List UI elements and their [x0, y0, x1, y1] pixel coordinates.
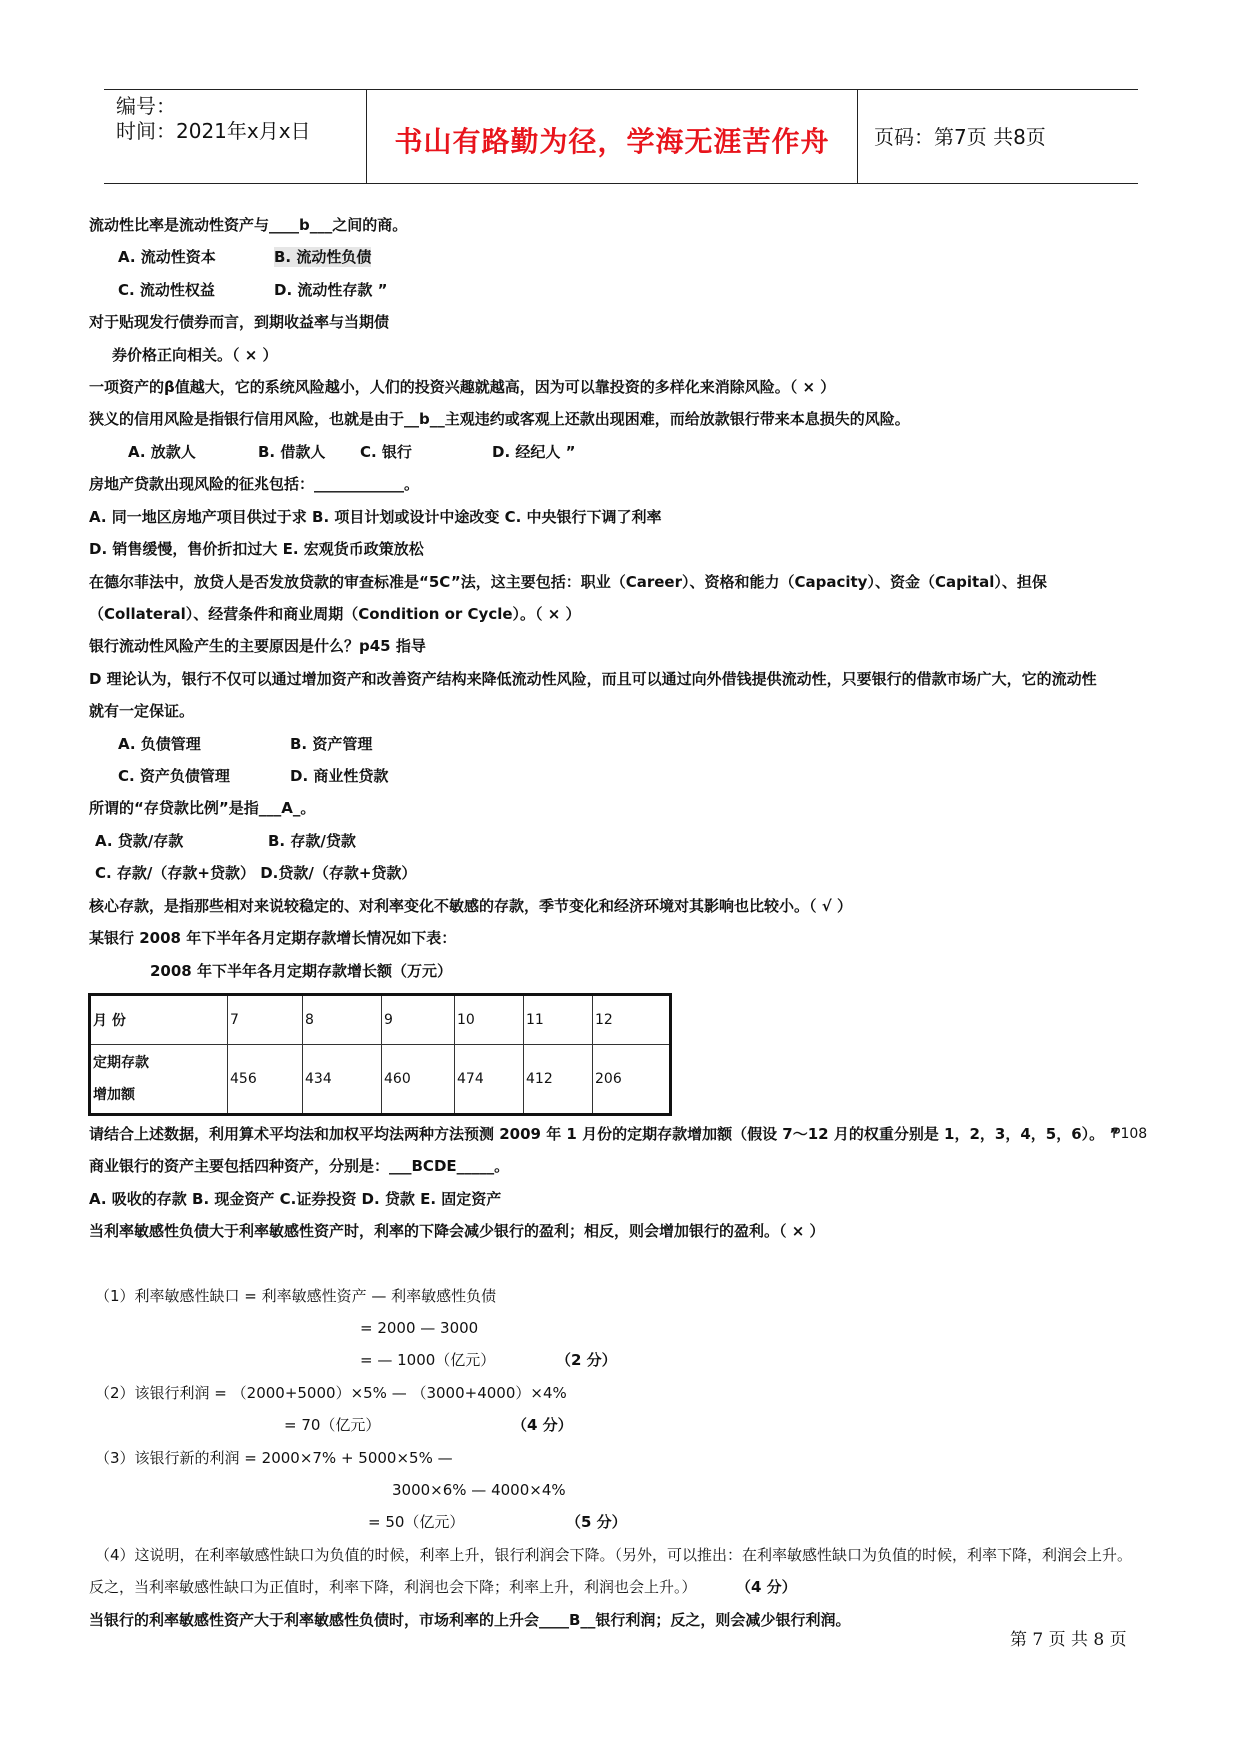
- options-line: D. 销售缓慢，售价折扣过大 E. 宏观货币政策放松: [89, 540, 424, 558]
- score: （4 分）: [736, 1578, 797, 1596]
- option: D. 商业性贷款: [290, 767, 389, 785]
- calc-line: （1）利率敏感性缺口 = 利率敏感性资产 — 利率敏感性负债: [95, 1287, 497, 1305]
- question-loan-deposit-ratio: 所谓的“存贷款比例”是指___A_。: [89, 799, 316, 817]
- option: C. 银行: [360, 443, 412, 461]
- question-liability-mgmt-cont: 就有一定保证。: [89, 702, 195, 720]
- header-left-cell: [104, 90, 367, 183]
- option: A. 负债管理: [118, 735, 201, 753]
- motto: 书山有路勤为径，学海无涯苦作舟: [394, 125, 830, 158]
- table-header-cell: [90, 1045, 228, 1115]
- page-footer: 第 7 页 共 8 页: [1010, 1630, 1127, 1650]
- time-label: 时间：2021年x月x日: [116, 119, 311, 143]
- table-cell: 434: [303, 1045, 382, 1115]
- calc-line: 反之，当利率敏感性缺口为正值时，利率下降，利润也会下降；利率上升，利润也会上升。）: [89, 1578, 697, 1596]
- calc-line: = 70（亿元）: [284, 1416, 381, 1434]
- option: A. 流动性资本: [118, 248, 216, 266]
- page-ref: P108: [1112, 1126, 1148, 1142]
- question-liquidity-cause: 银行流动性风险产生的主要原因是什么？p45 指导: [89, 637, 426, 655]
- table-cell: 474: [455, 1045, 524, 1115]
- option: D. 流动性存款 ”: [274, 281, 388, 299]
- option: A. 放款人: [128, 443, 196, 461]
- question-bond-cont: 券价格正向相关。（ × ）: [112, 346, 278, 364]
- table-cell: 10: [455, 995, 524, 1045]
- question-real-estate: 房地产贷款出现风险的征兆包括：____________。: [89, 475, 420, 493]
- option: D. 经纪人 ”: [492, 443, 576, 461]
- options-line: C. 存款/（存款+贷款） D.贷款/（存款+贷款）: [95, 864, 417, 882]
- table-cell: 8: [303, 995, 382, 1045]
- row-label-line: 定期存款: [93, 1055, 149, 1071]
- calc-line: 3000×6% — 4000×4%: [392, 1481, 566, 1499]
- table-cell: 460: [382, 1045, 455, 1115]
- options-line: A. 吸收的存款 B. 现金资产 C.证券投资 D. 贷款 E. 固定资产: [89, 1190, 502, 1208]
- question-delphi: 在德尔菲法中，放贷人是否发放贷款的审查标准是“5C”法，这主要包括：职业（Career）、资格和能力（Capacity）、资金（Capital）、担保: [89, 573, 1047, 591]
- table-cell: 11: [524, 995, 593, 1045]
- question-forecast: 请结合上述数据，利用算术平均法和加权平均法两种方法预测 2009 年 1 月份的定期存款增加额（假设 7～12 月的权重分别是 1，2，3，4，5，6）。 ”: [89, 1125, 1120, 1143]
- question-delphi-cont: （Collateral）、经营条件和商业周期（Condition or Cycle）。（ × ）: [89, 605, 581, 623]
- question-rate-sensitivity-2: 当银行的利率敏感性资产大于利率敏感性负债时，市场利率的上升会____B__银行利润；反之，则会减少银行利润。: [89, 1611, 851, 1629]
- table-cell: 206: [593, 1045, 671, 1115]
- number-label: 编号：: [116, 94, 176, 118]
- calc-line: （3）该银行新的利润 = 2000×7% + 5000×5% —: [95, 1449, 453, 1467]
- question-bond: 对于贴现发行债券而言，到期收益率与当期债: [89, 313, 390, 331]
- header-center-cell: [367, 90, 858, 183]
- option: A. 贷款/存款: [95, 832, 184, 850]
- calc-line: = — 1000（亿元）: [360, 1351, 496, 1369]
- question-liquidity-ratio: 流动性比率是流动性资产与____b___之间的商。: [89, 216, 408, 234]
- table-row: [90, 995, 671, 1045]
- calc-line: = 2000 — 3000: [360, 1319, 479, 1337]
- score: （5 分）: [566, 1513, 627, 1531]
- calc-line: （4）这说明，在利率敏感性缺口为负值的时候，利率上升，银行利润会下降。（另外，可以推出：在利率敏感性缺口为负值的时候，利率下降，利润会上升。: [95, 1546, 1133, 1564]
- table-row: [90, 1045, 671, 1115]
- page-number-label: 页码：第7页 共8页: [874, 125, 1046, 149]
- score: （2 分）: [556, 1351, 617, 1369]
- option: B. 借款人: [258, 443, 326, 461]
- calc-line: = 50（亿元）: [368, 1513, 465, 1531]
- table-cell: 412: [524, 1045, 593, 1115]
- option-highlighted: B. 流动性负债: [274, 248, 372, 266]
- deposit-growth-table: [88, 993, 672, 1116]
- question-beta: 一项资产的β值越大，它的系统风险越小，人们的投资兴趣就越高，因为可以靠投资的多样化来消除风险。（ × ）: [89, 378, 836, 396]
- question-assets: 商业银行的资产主要包括四种资产，分别是：___BCDE_____。: [89, 1157, 510, 1175]
- question-rate-sensitivity: 当利率敏感性负债大于利率敏感性资产时，利率的下降会减少银行的盈利；相反，则会增加银行的盈利。（ × ）: [89, 1222, 825, 1240]
- options-line: A. 同一地区房地产项目供过于求 B. 项目计划或设计中途改变 C. 中央银行下调了利率: [89, 508, 662, 526]
- table-caption: 2008 年下半年各月定期存款增长额（万元）: [150, 962, 452, 980]
- table-cell: 12: [593, 995, 671, 1045]
- option: C. 资产负债管理: [118, 767, 230, 785]
- score: （4 分）: [512, 1416, 573, 1434]
- row-label-line: 增加额: [93, 1087, 135, 1103]
- option: C. 流动性权益: [118, 281, 215, 299]
- option: B. 存款/贷款: [268, 832, 356, 850]
- calc-line: （2）该银行利润 = （2000+5000）×5% — （3000+4000）×4%: [95, 1384, 567, 1402]
- question-liability-mgmt: D 理论认为，银行不仅可以通过增加资产和改善资产结构来降低流动性风险，而且可以通过向外借钱提供流动性，只要银行的借款市场广大，它的流动性: [89, 670, 1097, 688]
- option: B. 资产管理: [290, 735, 373, 753]
- table-cell: 7: [228, 995, 303, 1045]
- header-right-cell: [858, 90, 1138, 183]
- table-header-cell: 月 份: [90, 995, 228, 1045]
- question-deposit-growth: 某银行 2008 年下半年各月定期存款增长情况如下表：: [89, 929, 457, 947]
- table-cell: 9: [382, 995, 455, 1045]
- document-header: [104, 89, 1138, 184]
- question-credit-risk: 狭义的信用风险是指银行信用风险，也就是由于__b__主观违约或客观上还款出现困难，而给放款银行带来本息损失的风险。: [89, 410, 910, 428]
- question-core-deposit: 核心存款，是指那些相对来说较稳定的、对利率变化不敏感的存款，季节变化和经济环境对其影响也比较小。（ √ ）: [89, 897, 852, 915]
- table-cell: 456: [228, 1045, 303, 1115]
